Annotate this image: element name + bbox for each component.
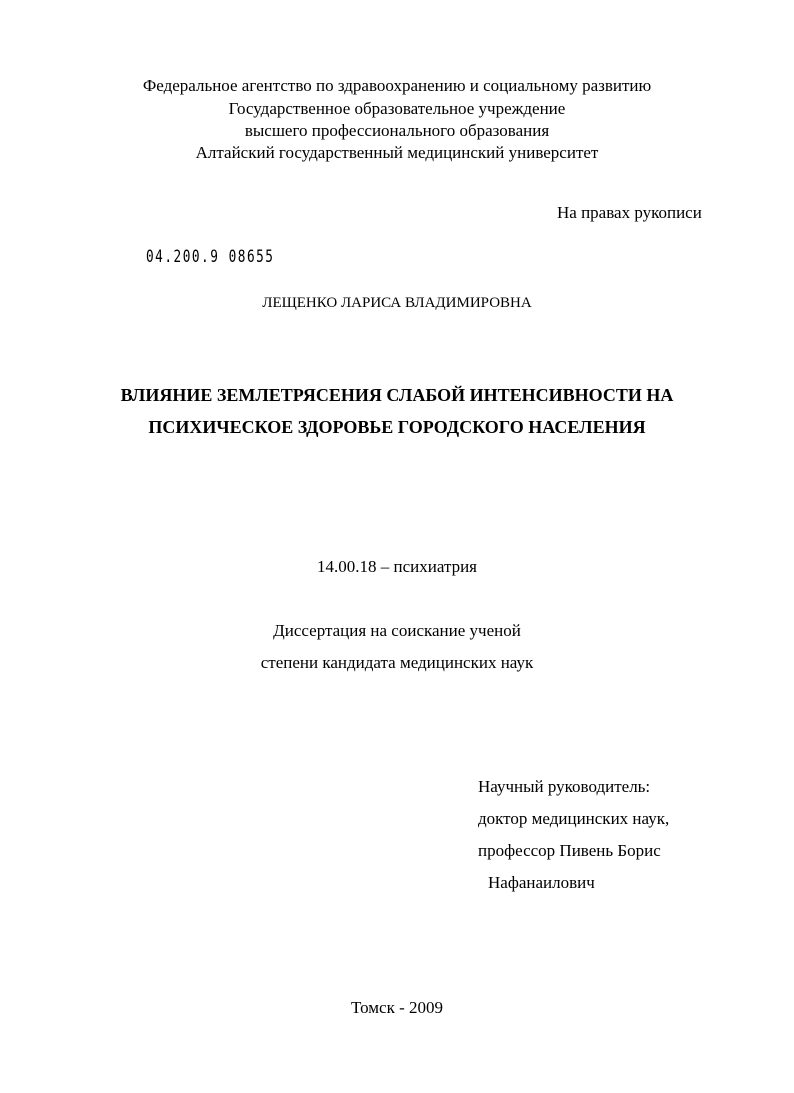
registration-stamp: 04.200.9 08655 [146,247,275,267]
header-line: Государственное образовательное учреждение [228,99,566,118]
degree-line: степени кандидата медицинских наук [260,653,534,672]
degree-line: Диссертация на соискание ученой [273,621,521,640]
header-line: Алтайский государственный медицинский университет [195,143,599,162]
manuscript-note: На правах рукописи [557,203,702,222]
supervisor-line: Научный руководитель: [478,777,651,796]
specialty: 14.00.18 – психиатрия [317,557,477,576]
author-name: ЛЕЩЕНКО ЛАРИСА ВЛАДИМИРОВНА [262,295,532,311]
title-line: ПСИХИЧЕСКОЕ ЗДОРОВЬЕ ГОРОДСКОГО НАСЕЛЕНИЯ [148,417,646,437]
header-line: высшего профессионального образования [244,121,550,140]
title-line: ВЛИЯНИЕ ЗЕМЛЕТРЯСЕНИЯ СЛАБОЙ ИНТЕНСИВНОСТИ НА [120,385,674,405]
supervisor-line: Нафанаилович [488,873,595,892]
supervisor-line: профессор Пивень Борис [478,841,661,860]
city-year: Томск - 2009 [350,998,443,1017]
header-line: Федеральное агентство по здравоохранению и социальному развитию [142,76,652,95]
supervisor-line: доктор медицинских наук, [478,809,670,828]
